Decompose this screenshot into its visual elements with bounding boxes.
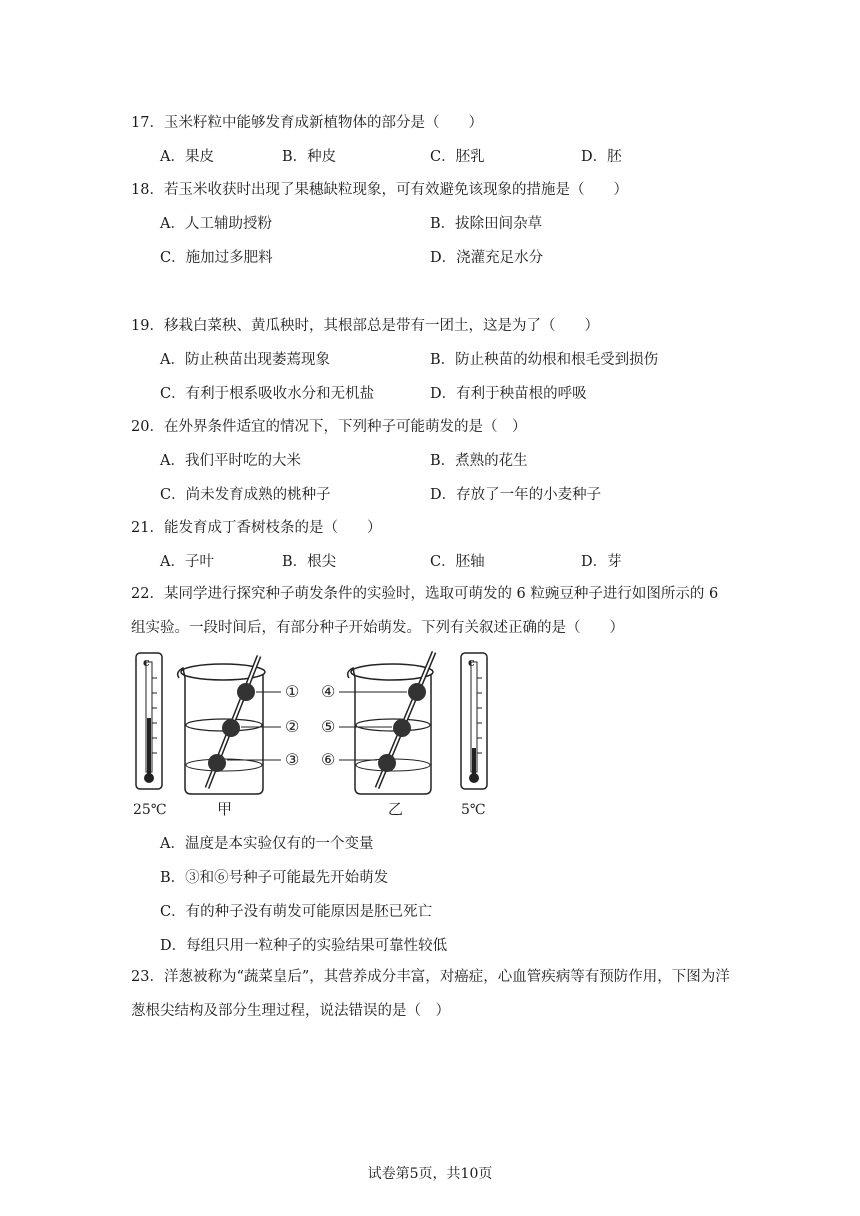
q17-option-b: B．种皮 [282,149,337,165]
thermometer-right-icon [461,653,487,789]
temperature-left: 25℃ [133,802,167,818]
q20-option-c: C．尚未发育成熟的桃种子 [160,487,331,503]
page-footer: 试卷第5页，共10页 [367,1166,493,1182]
q18-option-d: D．浇灌充足水分 [430,250,544,266]
q22-option-c: C．有的种子没有萌发可能原因是胚已死亡 [160,904,433,920]
question-18-stem: 18．若玉米收获时出现了果穗缺粒现象，可有效避免该现象的措施是（ ） [131,182,628,198]
question-23-stem: 23．洋葱被称为“蔬菜皇后”，其营养成分丰富，对癌症，心血管疾病等有预防作用，下图为洋葱根尖结构及部分生理过程，说法错误的是（ ） [131,969,730,1019]
germination-experiment-figure [131,648,496,823]
beaker-label-right: 乙 [388,800,404,818]
q20-option-a: A．我们平时吃的大米 [160,453,301,469]
question-17-stem: 17．玉米籽粒中能够发育成新植物体的部分是（ ） [131,115,483,131]
q21-option-d: D．芽 [581,554,622,570]
q19-option-d: D．有利于秧苗根的呼吸 [430,386,587,402]
q22-option-b: B．③和⑥号种子可能最先开始萌发 [160,870,389,886]
q18-option-c: C．施加过多肥料 [160,250,273,266]
q21-option-a: A．子叶 [160,554,214,570]
q21-option-b: B．根尖 [282,554,337,570]
question-19-stem: 19．移栽白菜秧、黄瓜秧时，其根部总是带有一团土，这是为了（ ） [131,318,599,334]
question-21-stem: 21．能发育成丁香树枝条的是（ ） [131,520,382,536]
q21-option-c: C．胚轴 [430,554,485,570]
thermo-unit-right: c [468,656,475,669]
q17-option-c: C．胚乳 [430,149,485,165]
marker-6: ⑥ [321,750,336,769]
q18-option-b: B．拔除田间杂草 [430,216,543,232]
q17-option-a: A．果皮 [160,149,214,165]
q18-option-a: A．人工辅助授粉 [160,216,272,232]
beaker-left [178,656,281,794]
marker-5: ⑤ [321,717,336,736]
question-20-stem: 20．在外界条件适宜的情况下，下列种子可能萌发的是（ ） [131,419,527,435]
marker-3: ③ [285,750,300,769]
q17-option-d: D．胚 [581,149,622,165]
marker-1: ① [285,682,300,701]
thermo-unit-left: c [143,656,150,669]
beaker-right [321,652,434,794]
thermometer-left-icon [136,653,162,789]
q19-option-b: B．防止秧苗的幼根和根毛受到损伤 [430,352,659,368]
q19-option-a: A．防止秧苗出现萎蔫现象 [160,352,330,368]
q22-option-d: D．每组只用一粒种子的实验结果可靠性较低 [160,938,448,954]
q19-option-c: C．有利于根系吸收水分和无机盐 [160,386,375,402]
marker-2: ② [285,717,300,736]
question-22-stem: 22．某同学进行探究种子萌发条件的实验时，选取可萌发的 6 粒豌豆种子进行如图所示的 6 组实验。一段时间后，有部分种子开始萌发。下列有关叙述正确的是（ ） [131,586,719,636]
marker-4: ④ [321,682,336,701]
q22-option-a: A．温度是本实验仅有的一个变量 [160,836,374,852]
beaker-label-left: 甲 [217,800,233,818]
q20-option-d: D．存放了一年的小麦种子 [430,487,602,503]
q20-option-b: B．煮熟的花生 [430,453,528,469]
temperature-right: 5℃ [461,802,486,818]
